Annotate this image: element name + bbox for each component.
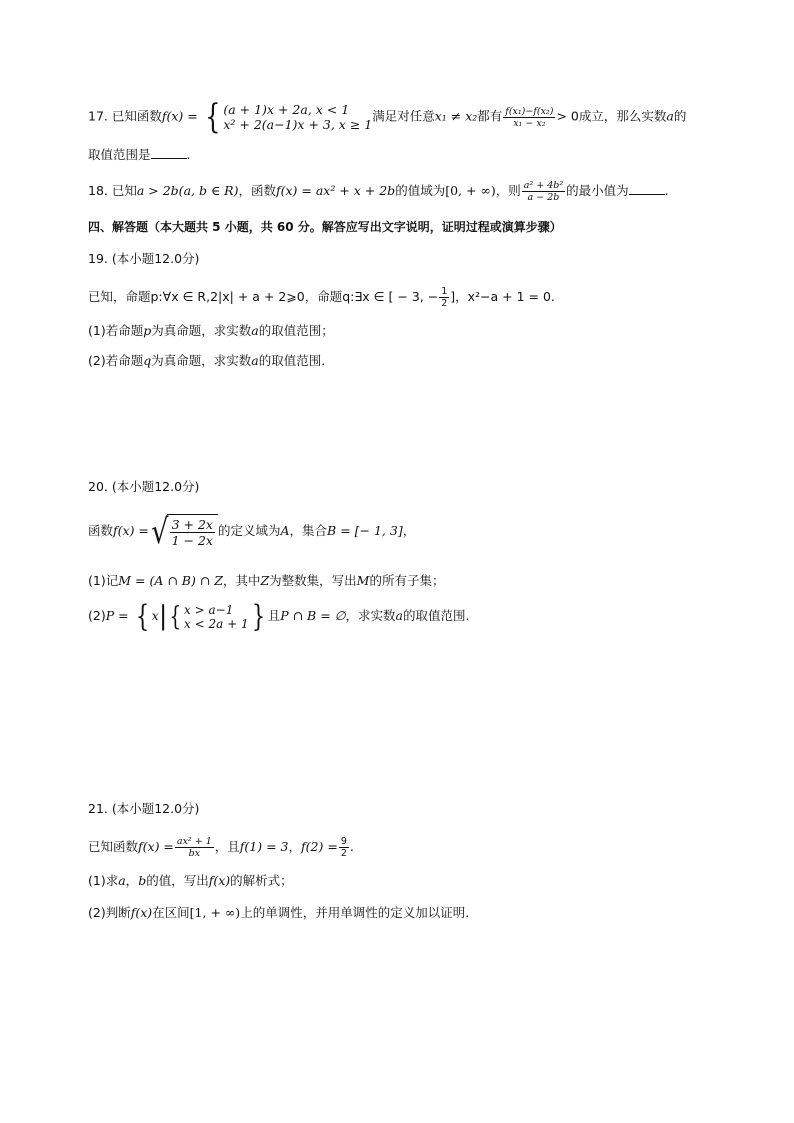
q17-mid: 满足对任意 [372,108,435,124]
q19-part2: (2)若命题q为真命题，求实数a的取值范围. [88,353,326,368]
q20-part2: (2)P = { x|{ x > a−1 x < 2a + 1 } 且P ∩ B = ∅，求实数a的取值范围. [88,598,470,634]
q20-part1: (1)记M = (A ∩ B) ∩ Z，其中Z为整数集，写出M的所有子集； [88,573,445,588]
q17-fx: f(x) = [161,108,202,124]
q17-case2: x² + 2(a−1)x + 3, x ≥ 1 [223,117,373,132]
q19-stem: 已知，命题p:∀x ∈ R,2|x| + a + 2⩾0，命题q:∃x ∈ [ − 3, − $\frac{1}{2}$ ]，x²−a + 1 = 0. [88,286,555,309]
q18-cond: a > 2b(a, b ∈ R) [136,183,239,198]
q17-tail: > 0成立，那么实数 [556,108,667,124]
section-heading: 四、解答题（本大题共 5 小题，共 60 分。解答应写出文字说明，证明过程或演算步骤） [88,220,562,234]
sqrt-icon: √ [151,511,169,552]
q17-line2: 取值范围是 . [88,147,191,162]
q17-var: a [666,108,674,124]
q18-line: 18. 已知a > 2b(a, b ∈ R)，函数f(x) = ax² + x + 2b的值域为[0, + ∞)，则 $\frac{\text{a² + 4b²}}{a - 2b}$ 的最小值为 . [88,180,669,203]
q20-sqrt: √ $\frac{3 + 2x}{1 - 2x}$ [149,514,218,549]
q17-prefix: 17. 已知函数 [88,108,162,124]
q17-mid2: 都有 [477,108,503,124]
q17-answer-blank [151,146,187,159]
q21-header: 21. (本小题12.0分) [88,801,200,816]
q20-stem: 函数f(x) =√ $\frac{3 + 2x}{1 - 2x}$ 的定义域为A，集合B = [− 1, 3]， [88,511,416,552]
q20-header: 20. (本小题12.0分) [88,479,200,494]
q21-stem: 已知函数f(x) = $\frac{\text{ax² + 1}}{bx}$ ，且f(1) = 3，f(2) = $\frac{9}{2}$ . [88,836,354,859]
q21-fraction: $\frac{\text{ax² + 1}}{bx}$ [176,836,212,859]
q20-set-b: B = [− 1, 3] [327,523,403,538]
q21-part1: (1)求a，b的值，写出f(x)的解析式； [88,873,293,888]
q17-brace: { [204,97,221,137]
q18-fraction: $\frac{\text{a² + 4b²}}{a - 2b}$ [523,180,564,203]
q21-part2: (2)判断f(x)在区间[1, + ∞)上的单调性，并用单调性的定义加以证明. [88,905,470,920]
q17-cases [223,102,372,132]
q19-fraction: $\frac{1}{2}$ [441,286,448,309]
q17-case1: (a + 1)x + 2a, x < 1 [223,102,350,117]
q19-part1: (1)若命题p为真命题，求实数a的取值范围； [88,323,334,338]
q18-range: [0, + ∞) [445,183,496,198]
q19-header: 19. (本小题12.0分) [88,251,200,266]
q18-answer-blank [629,182,665,195]
q17-cond: x₁ ≠ x₂ [434,108,478,124]
q18-func: f(x) = ax² + x + 2b [275,183,396,198]
q17-line1: 17. 已知函数f(x) = { (a + 1)x + 2a, x < 1 x² + 2(a−1)x + 3, x ≥ 1 满足对任意x₁ ≠ x₂都有 $\frac{\text{f(x₁)−f(x₂)}}{\text{x₁ − x₂}}$ > 0成立，那么实数a的 [88,97,687,137]
q17-fraction: $\frac{\text{f(x₁)−f(x₂)}}{\text{x₁ − x₂}}$ [505,105,554,129]
